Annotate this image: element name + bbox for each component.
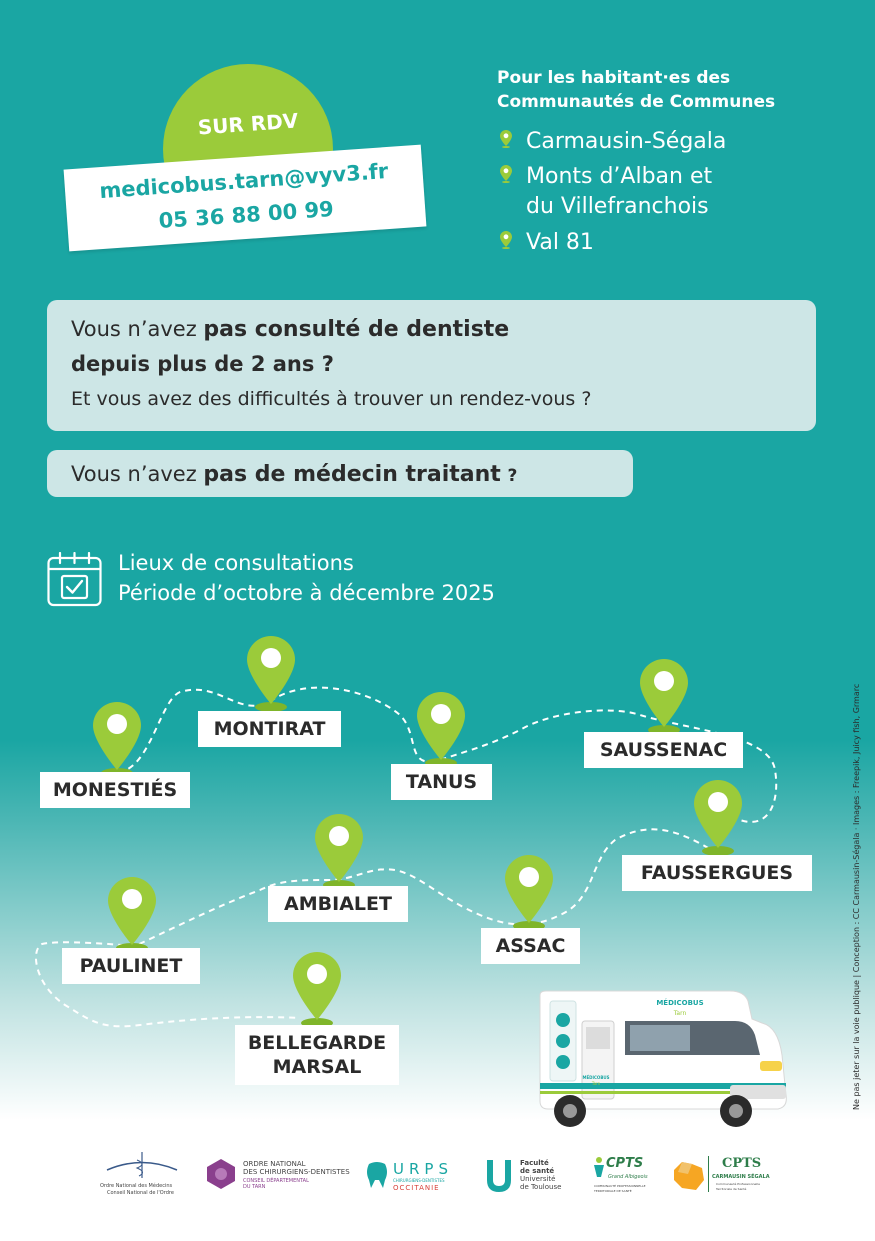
question-emphasis: pas de médecin traitant [203, 462, 501, 487]
logo-text: TERRITORIALE DE SANTÉ [594, 1189, 632, 1193]
logo-text: Faculté [520, 1159, 549, 1167]
location-label-paulinet: PAULINET [62, 948, 200, 984]
period-title: Lieux de consultations [118, 551, 354, 575]
contact-phone[interactable]: 05 36 88 00 99 [157, 196, 335, 234]
community-name-line2: du Villefranchois [526, 194, 709, 219]
period-dates: Période d’octobre à décembre 2025 [118, 581, 495, 605]
logo-cpts-grand-albigeois [592, 1150, 652, 1200]
location-label-monesties: MONESTIÉS [40, 772, 190, 808]
location-label-faussergues: FAUSSERGUES [622, 855, 812, 891]
location-label-line1: BELLEGARDE [247, 1032, 387, 1054]
logo-text: OCCITANIE [393, 1184, 440, 1192]
map-icon [670, 1158, 706, 1192]
location-pin-icon [245, 634, 297, 714]
bus-name: MÉDICOBUS [656, 999, 704, 1007]
question-emphasis: pas consulté de dentiste [203, 317, 510, 342]
logo-ordre-medecins [97, 1150, 187, 1200]
location-label-ambialet: AMBIALET [268, 886, 408, 922]
logo-text: CPTS [722, 1156, 762, 1171]
logo-text: ORDRE NATIONAL [243, 1160, 306, 1168]
logo-text: CHIRURGIENS-DENTISTES [393, 1178, 445, 1183]
location-pin-icon [415, 690, 467, 770]
location-pin-icon [503, 853, 555, 933]
hexagon-icon [205, 1158, 237, 1190]
logo-text: CARMAUSIN SÉGALA [712, 1174, 770, 1180]
logo-text: CPTS [606, 1156, 644, 1171]
logo-text: DU TARN [243, 1184, 266, 1190]
question-text: Vous n’avez [71, 317, 204, 341]
logo-text: COMMUNAUTÉ PROFESSIONNELLE [594, 1184, 646, 1188]
location-label-bellegarde [235, 1025, 399, 1085]
location-label-line2: MARSAL [272, 1056, 362, 1078]
logo-faculte-sante [484, 1150, 574, 1200]
location-label-saussenac: SAUSSENAC [584, 732, 743, 768]
logo-cpts-carmausin [670, 1150, 790, 1200]
location-pin-icon [638, 657, 690, 737]
medicobus-illustration [530, 985, 800, 1140]
question-text: Vous n’avez [71, 462, 204, 486]
location-pin-icon [291, 950, 343, 1030]
tooth-icon [365, 1160, 389, 1190]
logo-text: Université [520, 1175, 556, 1183]
communities-intro-line1: Pour les habitant·es des [497, 68, 731, 88]
community-name: Val 81 [526, 230, 594, 255]
logo-text: Territoriale de Santé [716, 1187, 747, 1191]
logo-text: Ordre National des Médecins [100, 1183, 173, 1189]
bus-side-sub: Tarn [591, 1081, 601, 1086]
dentist-question-line3: Et vous avez des difficultés à trouver un rendez-vous ? [71, 388, 592, 410]
rdv-title: SUR RDV [197, 108, 299, 140]
logo-text: DES CHIRURGIENS-DENTISTES [243, 1168, 350, 1176]
location-label-assac: ASSAC [481, 928, 580, 964]
community-name: Carmausin-Ségala [526, 129, 727, 154]
logo-text: Communauté Professionnelle [716, 1182, 760, 1186]
logo-text: Conseil National de l'Ordre [107, 1190, 174, 1196]
dentist-question-line2: depuis plus de 2 ans ? [71, 352, 334, 376]
logo-text: de Toulouse [520, 1183, 562, 1191]
location-pin-icon [91, 700, 143, 780]
university-icon [484, 1158, 514, 1194]
logo-chirurgiens-dentistes [205, 1150, 350, 1200]
bus-side-name: MÉDICOBUS [582, 1075, 610, 1080]
location-label-montirat: MONTIRAT [198, 711, 341, 747]
logo-text: de santé [520, 1167, 555, 1175]
logo-text: CONSEIL DÉPARTEMENTAL [243, 1178, 309, 1184]
logo-divider [708, 1156, 709, 1192]
logo-text: URPS [393, 1160, 453, 1178]
person-icon [592, 1156, 606, 1178]
location-pin-icon [313, 812, 365, 892]
contact-email[interactable]: medicobus.tarn@vyv3.fr [98, 158, 389, 204]
logo-urps [365, 1150, 465, 1200]
location-pin-icon [106, 875, 158, 955]
communities-intro-line2: Communautés de Communes [497, 92, 776, 112]
location-pin-icon [692, 778, 744, 858]
location-label-tanus: TANUS [391, 764, 492, 800]
caduceus-icon [97, 1150, 187, 1180]
question-mark: ? [507, 466, 518, 486]
logo-text: Grand Albigeois [608, 1174, 648, 1180]
community-name: Monts d’Alban et [526, 164, 713, 189]
credit-text: Ne pas jeter sur la voie publique | Conception : CC Carmausin-Ségala · Images : Freepik, Juicy fish, Grmarc [852, 683, 861, 1110]
bus-sub: Tarn [673, 1010, 687, 1017]
